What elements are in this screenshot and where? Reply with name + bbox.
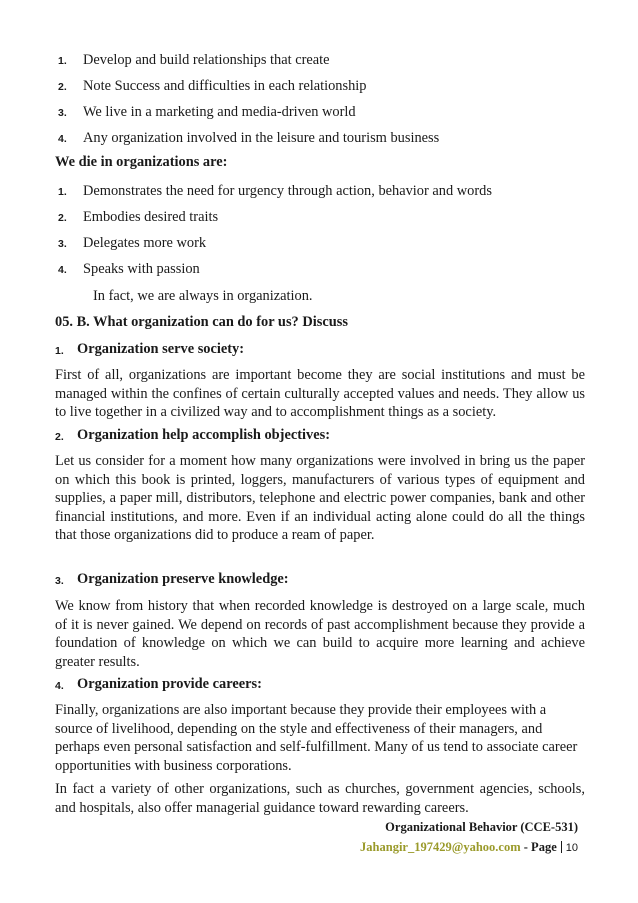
list-number: 3. — [58, 238, 67, 250]
subsection-title: Organization help accomplish objectives: — [77, 427, 331, 443]
list-text: Develop and build relationships that create — [83, 52, 330, 68]
traits-list — [58, 178, 598, 282]
subsection-number: 1. — [55, 345, 64, 357]
footer-page-number: 10 — [565, 842, 578, 854]
list-text: Note Success and difficulties in each relationship — [83, 78, 367, 94]
subsection-title: Organization serve society: — [77, 341, 245, 357]
footer-divider — [561, 841, 562, 853]
footer-page-label: - Page — [523, 840, 557, 854]
question-heading: 05. B. What organization can do for us? Discuss — [55, 314, 348, 330]
list-number: 1. — [58, 186, 67, 198]
list-item — [58, 125, 598, 151]
list-item — [58, 204, 598, 230]
subsection-number: 4. — [55, 680, 64, 692]
paragraph: In fact a variety of other organizations, such as churches, government agencies, schools, and hospitals, also offer managerial guidance toward rewarding careers. — [55, 781, 585, 816]
list-number: 2. — [58, 212, 67, 224]
paragraph: Finally, organizations are also important because they provide their employees with a source of livelihood, depending on the style and effectiveness of their managers, and perhaps even personal satisfaction and self-fulfillment. Many of us tend to associate career opportunities with business corporations. — [55, 702, 578, 774]
list-text: Embodies desired traits — [83, 209, 219, 225]
list-item — [58, 99, 598, 125]
list-item — [58, 73, 598, 99]
section-heading: We die in organizations are: — [55, 154, 228, 170]
list-text: Delegates more work — [83, 235, 207, 251]
paragraph: First of all, organizations are important become they are social institutions and must be managed within the confines of certain culturally accepted values and needs. They allow us to live together in a civilized way and to accomplishment things as a society. — [55, 367, 585, 420]
indented-line: In fact, we are always in organization. — [93, 288, 313, 304]
list-number: 1. — [58, 55, 67, 67]
list-number: 2. — [58, 81, 67, 93]
footer-line — [360, 840, 578, 855]
list-number: 4. — [58, 264, 67, 276]
relationship-list — [58, 47, 598, 151]
list-item — [58, 230, 598, 256]
paragraph: Let us consider for a moment how many organizations were involved in bring us the paper on which this book is printed, loggers, manufacturers of various types of equipment and supplies, a paper mill, distributors, telephone and electric power companies, bank and other financial institutions, and more. Even if an individual acting alone could do all the things that those organizations did to produce a ream of paper. — [55, 453, 585, 543]
subsection-number: 2. — [55, 431, 64, 443]
subsection-title: Organization preserve knowledge: — [77, 571, 289, 587]
list-item — [58, 178, 598, 204]
list-text: Any organization involved in the leisure and tourism business — [83, 130, 440, 146]
list-text: Demonstrates the need for urgency through action, behavior and words — [83, 183, 492, 199]
list-item — [58, 47, 598, 73]
list-number: 3. — [58, 107, 67, 119]
subsection-number: 3. — [55, 575, 64, 587]
footer-email: Jahangir_197429@yahoo.com — [360, 840, 521, 854]
list-number: 4. — [58, 133, 67, 145]
list-item — [58, 256, 598, 282]
footer-course: Organizational Behavior (CCE-531) — [385, 820, 578, 834]
paragraph: We know from history that when recorded knowledge is destroyed on a large scale, much of it is never gained. We depend on records of past accomplishment because they provide a foundation of knowledge on which we can build to acquire more learning and achieve greater results. — [55, 598, 585, 670]
list-text: We live in a marketing and media-driven world — [83, 104, 356, 120]
list-text: Speaks with passion — [83, 261, 200, 277]
subsection-title: Organization provide careers: — [77, 676, 262, 692]
